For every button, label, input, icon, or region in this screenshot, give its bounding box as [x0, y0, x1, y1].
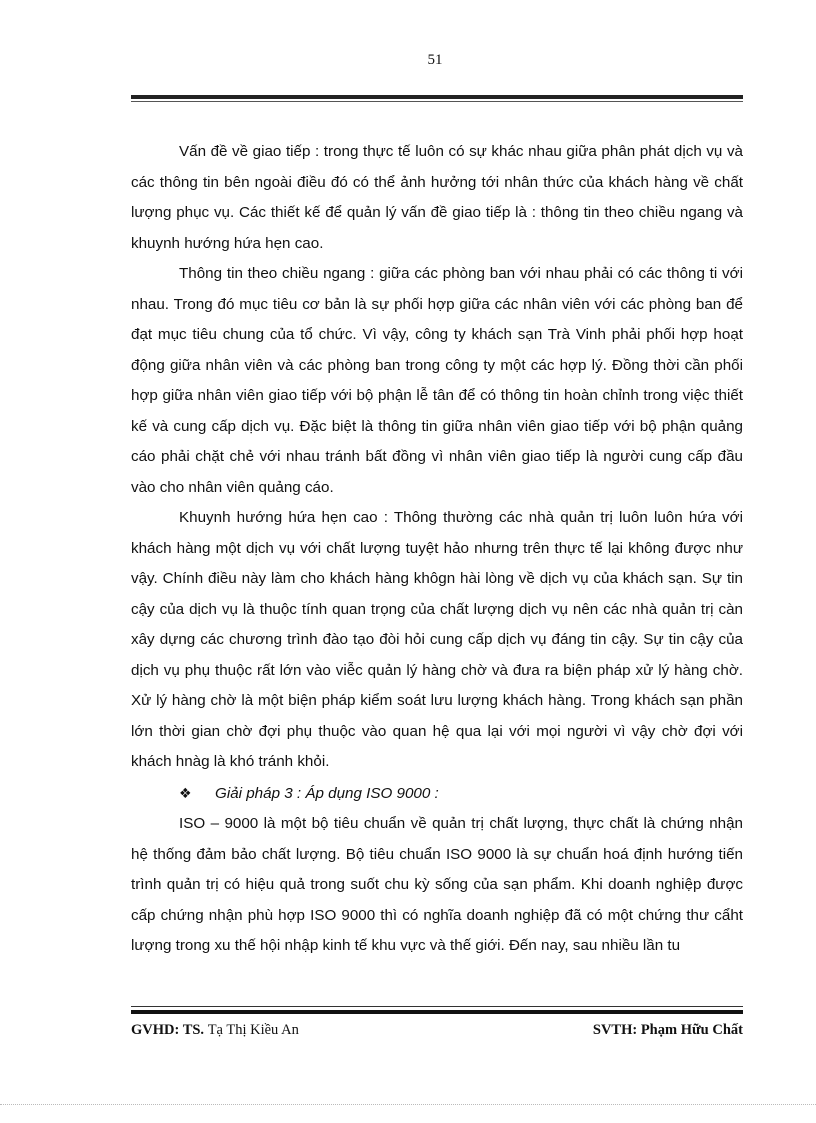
footer-student [593, 1022, 743, 1039]
footer-student-label: SVTH: [592, 1022, 638, 1038]
paragraph-iso: ISO – 9000 là một bộ tiêu chuẩn về quản trị chất lượng, thực chất là chứng nhận hệ thống đảm bảo chất lượng. Bộ tiêu chuẩn ISO 9000 là sự chuẩn hoá định hướng tiến trình quản trị có hiệu quả trong suốt chu kỳ sống của sạn phẩm. Khi doanh nghiệp được cấp chứng nhận phù hợp ISO 9000 thì có nghĩa doanh nghiệp đã có một chứng thư cẩht lượng trong xu thế hội nhập kinh tế khu vực và thế giới. Đến nay, sau nhiều lần tu [131, 815, 743, 954]
paragraph-high-promise: Khuynh hướng hứa hẹn cao : Thông thường các nhà quản trị luôn luôn hứa với khách hàng một dịch vụ với chất lượng tuyệt hảo nhưng trên thực tế lại không được như vậy. Chính điều này làm cho khách hàng khôgn hài lòng về dịch vụ của khách sạn. Sự tin cậy của dịch vụ là thuộc tính quan trọng của chất lượng dịch vụ nên các nhà quản trị càn xây dựng các chương trình đào tạo đòi hỏi cung cấp dịch vụ đáng tin cậy. Sự tin cậy của dịch vụ phụ thuộc rất lớn vào viễc quản lý hàng chờ và đưa ra biện pháp xử lý hàng chờ. Xử lý hàng chờ là một biện pháp kiểm soát lưu lượng khách hàng. Trong khách sạn phần lớn thời gian chờ đợi phụ thuộc vào quan hệ qua lại với mọi người vì vậy chờ đợi với khách hnàg là khó tránh khỏi. [131, 509, 743, 770]
footer-supervisor-name: Tạ Thị Kiều An [207, 1022, 299, 1038]
footer-rule [131, 1006, 743, 1014]
section-heading [131, 778, 743, 810]
page-number: 51 [427, 52, 443, 68]
paragraph-horizontal-info: Thông tin theo chiều ngang : giữa các phòng ban với nhau phải có các thông ti với nhau. Trong đó mục tiêu cơ bản là sự phối hợp giữa các nhân viên với các phòng ban để đạt mục tiêu chung của tổ chức. Vì vậy, công ty khách sạn Trà Vinh phải phối hợp hoạt động giữa nhân viên và các phòng ban trong công ty một các hợp lý. Đồng thời cần phối hợp giữa nhân viên giao tiếp với bộ phận lễ tân để có thông tin hoàn chỉnh trong việc thiết kế và cung cấp dịch vụ. Đặc biệt là thông tin giữa nhân viên giao tiếp với bộ phận quảng cáo phải chặt chẻ với nhau tránh bất đồng vì nhân viên giao tiếp là người cung cấp đầu vào cho nhân viên quảng cáo. [131, 265, 743, 496]
footer-supervisor [131, 1022, 299, 1039]
diamond-bullet-icon: ❖ [179, 784, 192, 801]
page-body [131, 137, 743, 962]
page-footer [131, 1022, 743, 1039]
page-bottom-dotted-border [0, 1104, 816, 1105]
paragraph-communication: Vấn đề về giao tiếp : trong thực tế luôn có sự khác nhau giữa phân phát dịch vụ và các thông tin bên ngoài điều đó có thể ảnh hưởng tới nhân thức của khách hàng về chất lượng phục vụ. Các thiết kế để quản lý vấn đề giao tiếp là : thông tin theo chiều ngang và khuynh hướng hứa hẹn cao. [131, 143, 743, 252]
section-heading-suffix: : [430, 784, 439, 802]
footer-supervisor-label: GVHD: TS. [131, 1022, 205, 1038]
section-heading-text: Giải pháp 3 : Áp dụng ISO 9000 [215, 784, 431, 802]
footer-student-name: Phạm Hữu Chất [640, 1022, 743, 1038]
header-rule [131, 95, 743, 102]
